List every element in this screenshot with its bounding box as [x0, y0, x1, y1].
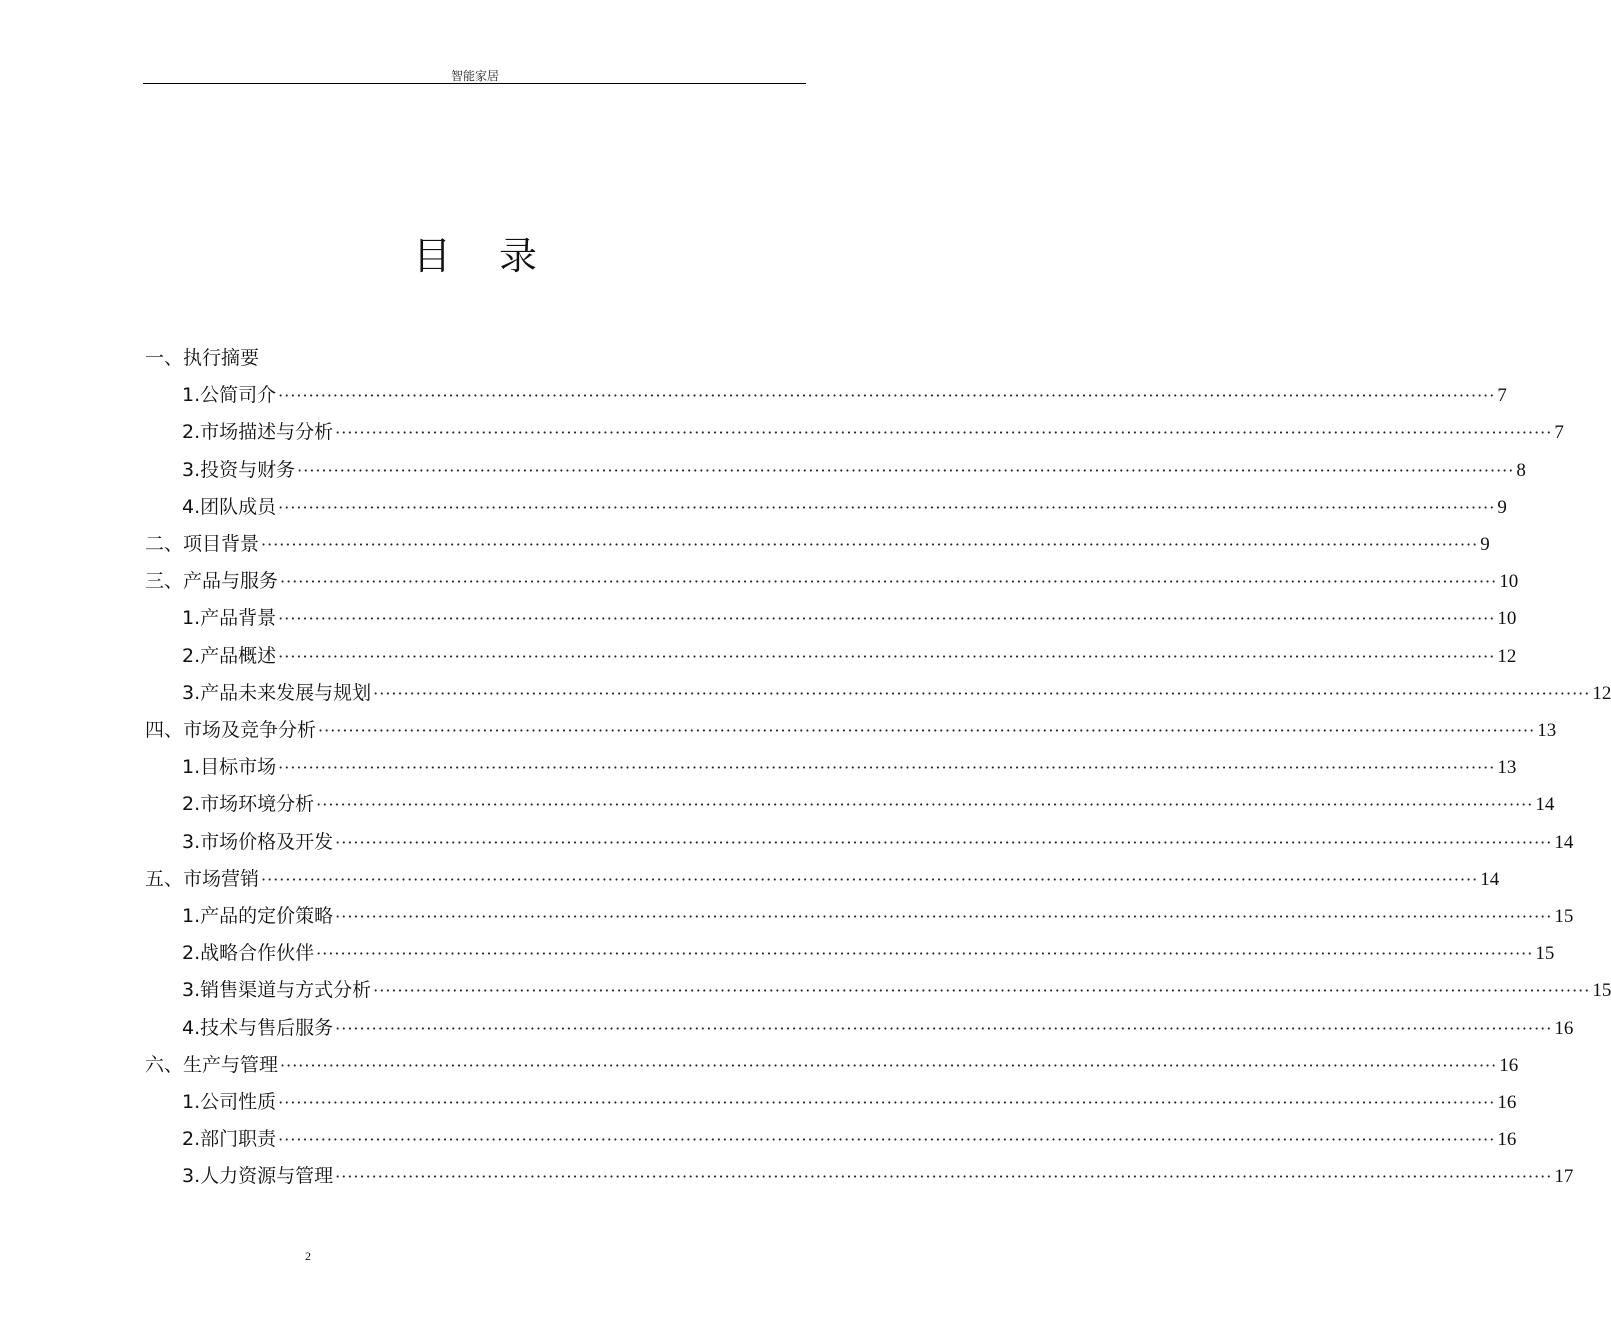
toc-entry-label: 四、市场及竞争分析 — [145, 719, 317, 741]
toc-entry-label: 3.人力资源与管理 — [182, 1165, 334, 1188]
toc-entry-label: 4.团队成员 — [182, 495, 277, 518]
toc-entry-label: 1.产品背景 — [182, 607, 277, 630]
running-header: 智能家居 — [450, 69, 499, 83]
toc-leader-dots: ········································································································································································································ — [373, 981, 1591, 1001]
toc-entry-page: 10 — [1499, 571, 1519, 593]
toc-entry[interactable] — [182, 489, 1507, 525]
toc-entry[interactable] — [182, 824, 1574, 860]
toc-entry[interactable] — [182, 1158, 1574, 1194]
toc-entry[interactable] — [182, 414, 1564, 450]
toc-entry-page: 14 — [1535, 794, 1555, 816]
toc-leader-dots: ········································································································································································································ — [278, 1093, 1496, 1112]
toc-entry[interactable] — [182, 786, 1555, 822]
toc-entry[interactable] — [182, 377, 1507, 413]
toc-entry-page: 12 — [1592, 682, 1611, 704]
toc-entry-page: 16 — [1554, 1017, 1574, 1039]
toc-entry-page: 9 — [1497, 496, 1507, 518]
toc-leader-dots: ········································································································································································································ — [278, 646, 1496, 666]
toc-entry[interactable] — [145, 712, 1557, 748]
toc-entry-label: 2.部门职责 — [182, 1128, 277, 1151]
toc-entry-label: 4.技术与售后服务 — [182, 1016, 334, 1039]
toc-entry-label: 一、执行摘要 — [145, 347, 260, 369]
toc-leader-dots: ········································································································································································································ — [373, 683, 1591, 703]
toc-entry[interactable] — [182, 972, 1611, 1008]
toc-entry[interactable] — [182, 898, 1574, 934]
toc-leader-dots: ········································································································································································································ — [278, 609, 1496, 629]
toc-entry-label: 1.公司性质 — [182, 1091, 277, 1113]
toc-leader-dots: ········································································································································································································ — [278, 758, 1496, 778]
toc-entry-page: 17 — [1554, 1166, 1574, 1188]
toc-leader-dots: ········································································································································································································ — [335, 423, 1553, 443]
toc-entry[interactable] — [182, 675, 1611, 711]
toc-entry-label: 二、项目背景 — [145, 533, 260, 555]
toc-entry-label: 五、市场营销 — [145, 867, 260, 890]
toc-leader-dots: ········································································································································································································ — [280, 572, 1498, 592]
toc-entry-page: 16 — [1497, 1129, 1517, 1151]
toc-entry[interactable] — [182, 600, 1517, 636]
toc-entry-label: 3.市场价格及开发 — [182, 830, 334, 853]
toc-entry-label: 2.市场环境分析 — [182, 793, 315, 816]
toc-entry[interactable] — [182, 452, 1526, 488]
toc-leader-dots: ········································································································································································································ — [278, 497, 1496, 517]
toc-leader-dots: ········································································································································································································ — [318, 721, 1536, 740]
toc-leader-dots: ········································································································································································································ — [316, 944, 1534, 964]
toc-entry-page: 16 — [1499, 1054, 1519, 1076]
toc-entry[interactable] — [145, 1047, 1519, 1083]
toc-entry-label: 1.目标市场 — [182, 756, 277, 779]
page-number: 2 — [305, 1249, 311, 1263]
toc-entry-page: 15 — [1535, 943, 1555, 965]
toc-entry-label: 2.市场描述与分析 — [182, 421, 334, 444]
toc-entry[interactable] — [182, 749, 1517, 785]
toc-entry[interactable] — [145, 563, 1519, 599]
toc-entry[interactable] — [182, 1010, 1574, 1046]
toc-entry[interactable] — [182, 935, 1555, 971]
toc-entry-label: 2.产品概述 — [182, 644, 277, 667]
toc-entry-page: 7 — [1497, 385, 1507, 407]
toc-leader-dots: ········································································································································································································ — [335, 907, 1553, 926]
toc-leader-dots: ········································································································································································································ — [316, 795, 1534, 815]
toc-entry-page: 15 — [1554, 906, 1574, 927]
toc-leader-dots: ········································································································································································································ — [297, 460, 1515, 480]
toc-entry-label: 1.产品的定价策略 — [182, 905, 334, 927]
toc-entry[interactable] — [182, 1084, 1517, 1120]
toc-entry[interactable] — [182, 1121, 1517, 1157]
toc-entry-label: 1.公简司介 — [182, 384, 277, 407]
toc-entry-page: 16 — [1497, 1092, 1517, 1113]
toc-entry-label: 2.战略合作伙伴 — [182, 942, 315, 965]
toc-entry-page: 14 — [1554, 831, 1574, 853]
toc-entry-label: 3.销售渠道与方式分析 — [182, 979, 372, 1002]
toc-entry-page: 7 — [1554, 422, 1564, 444]
toc-entry[interactable] — [182, 638, 1517, 674]
toc-entry-page: 13 — [1497, 757, 1517, 779]
toc-leader-dots: ········································································································································································································ — [335, 832, 1553, 852]
toc-leader-dots: ········································································································································································································ — [280, 1055, 1498, 1075]
toc-leader-dots: ········································································································································································································ — [261, 535, 1479, 554]
toc-entry-page: 14 — [1480, 868, 1500, 890]
toc-entry-page: 9 — [1480, 534, 1490, 555]
toc-entry[interactable] — [145, 861, 1500, 897]
toc-title: 目 录 — [412, 234, 556, 278]
toc-leader-dots: ········································································································································································································ — [335, 1018, 1553, 1038]
header-rule — [143, 83, 806, 84]
toc-leader-dots: ········································································································································································································ — [335, 1167, 1553, 1187]
toc-entry-page: 10 — [1497, 608, 1517, 630]
toc-entry-page: 15 — [1592, 980, 1611, 1002]
toc-entry-page: 13 — [1537, 720, 1557, 741]
toc-entry-label: 3.产品未来发展与规划 — [182, 681, 372, 704]
toc-entry[interactable] — [145, 526, 1490, 562]
toc-entry-label: 六、生产与管理 — [145, 1053, 279, 1076]
toc-leader-dots: ········································································································································································································ — [278, 386, 1496, 406]
toc-entry-page: 12 — [1497, 645, 1517, 667]
toc-entry-page: 8 — [1516, 459, 1526, 481]
toc-leader-dots: ········································································································································································································ — [261, 869, 1479, 889]
toc-leader-dots: ········································································································································································································ — [278, 1130, 1496, 1150]
toc-entry[interactable] — [145, 340, 792, 376]
toc-entry-label: 3.投资与财务 — [182, 458, 296, 481]
toc-entry-label: 三、产品与服务 — [145, 570, 279, 593]
